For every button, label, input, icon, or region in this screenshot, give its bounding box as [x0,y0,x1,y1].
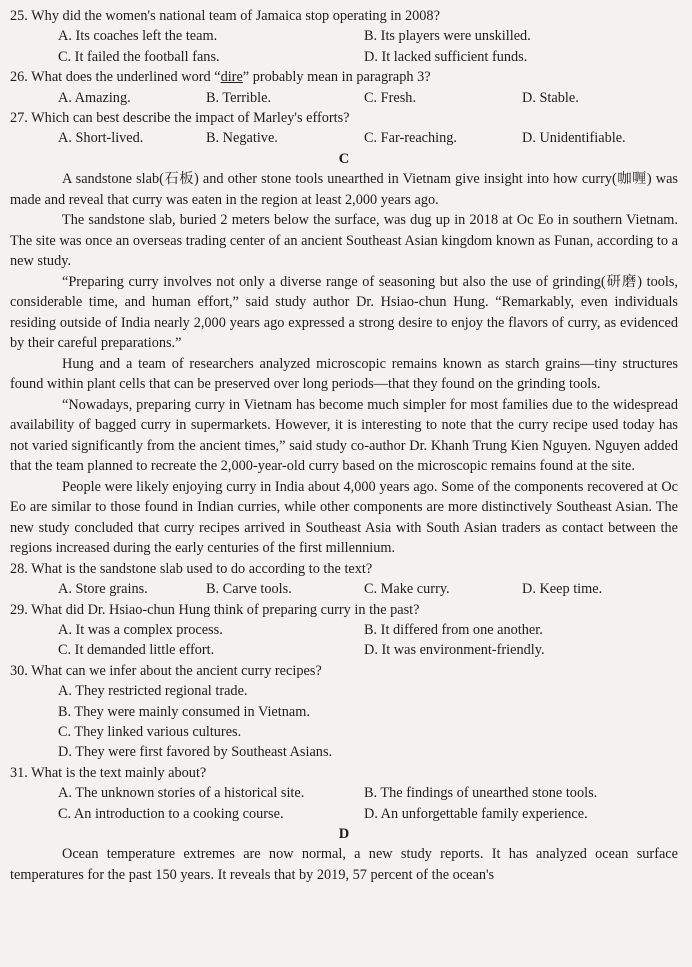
passage-c-paragraph-1: A sandstone slab(石板) and other stone tools unearthed in Vietnam give insight into how curry(咖喱) was made and reveal that curry was eaten in the region at least 2,000 years ago. [10,171,678,208]
question-27-options [10,128,678,148]
option-26d[interactable]: D. Stable. [522,89,579,106]
section-c-heading: C [338,150,350,167]
option-29d[interactable]: D. It was environment-friendly. [364,642,545,659]
option-29b[interactable]: B. It differed from one another. [364,621,543,638]
option-28a[interactable]: A. Store grains. [58,581,148,598]
option-27a[interactable]: A. Short-lived. [58,130,144,147]
option-28b[interactable]: B. Carve tools. [206,581,292,598]
question-30-stem: 30. What can we infer about the ancient curry recipes? [10,662,322,679]
option-27c[interactable]: C. Far-reaching. [364,130,458,147]
question-29-stem: 29. What did Dr. Hsiao-chun Hung think of preparing curry in the past? [10,601,420,618]
option-27b[interactable]: B. Negative. [206,130,278,147]
underlined-word: dire [220,69,243,86]
question-26-stem-post: ” probably mean in paragraph 3? [242,69,431,86]
option-30d[interactable]: D. They were first favored by Southeast Asians. [58,744,333,761]
option-29a[interactable]: A. It was a complex process. [58,621,223,638]
option-31b[interactable]: B. The findings of unearthed stone tools. [364,785,598,802]
passage-c-paragraph-6: People were likely enjoying curry in India about 4,000 years ago. Some of the components recovered at Oc Eo are similar to those found in Indian curries, while other components are more distinctively Southeast Asian. The new study concluded that curry recipes arrived in Southeast Asia with South Asian traders as contact between the regions increased during the early centuries of the first millennium. [10,478,678,557]
passage-c-paragraph-5: “Nowadays, preparing curry in Vietnam has become much simpler for most families due to the widespread availability of bagged curry in supermarkets. However, it is interesting to note that the curry recipe used today has not varied significantly from the ancient times,” said study co-author Dr. Khanh Trung Kien Nguyen. Nguyen added that the team planned to recreate the 2,000-year-old curry based on the microscopic remains found at the site. [10,396,678,475]
option-31c[interactable]: C. An introduction to a cooking course. [58,805,284,822]
option-28d[interactable]: D. Keep time. [522,581,603,598]
option-30c[interactable]: C. They linked various cultures. [58,724,242,740]
question-27-stem: 27. Which can best describe the impact of Marley's efforts? [10,110,350,127]
question-26-options [10,88,678,108]
question-25-options-row2 [10,47,678,67]
option-26a[interactable]: A. Amazing. [58,89,131,106]
question-28-stem: 28. What is the sandstone slab used to do according to the text? [10,560,373,577]
passage-d-paragraph-1: Ocean temperature extremes are now normal, a new study reports. It has analyzed ocean surface temperatures for the past 150 years. It reveals that by 2019, 57 percent of the ocean's [10,846,678,883]
question-29-options-row2 [10,640,678,660]
question-31-options-row1 [10,783,678,803]
passage-c-paragraph-4: Hung and a team of researchers analyzed microscopic remains known as starch grains—tiny structures found within plant cells that can be preserved over long periods—that they found on the grinding tools. [10,355,678,393]
option-31a[interactable]: A. The unknown stories of a historical site. [58,785,305,802]
passage-c-paragraph-3: “Preparing curry involves not only a diverse range of seasoning but also the use of grinding(研磨) tools, considerable time, and human effort,” said study author Dr. Hsiao-chun Hung. “Remarkably, even individuals residing outside of India nearly 2,000 years ago expressed a strong desire to enjoy the flavors of curry, as evidenced by their careful preparations.” [10,273,678,352]
option-28c[interactable]: C. Make curry. [364,581,450,598]
passage-c-paragraph-2: The sandstone slab, buried 2 meters below the surface, was dug up in 2018 at Oc Eo in southern Vietnam. The site was once an overseas trading center of an ancient Southeast Asian kingdom known as Funan, according to a new study. [10,212,678,270]
option-29c[interactable]: C. It demanded little effort. [58,642,215,659]
question-28-options [10,579,678,599]
question-26-stem [10,67,678,87]
question-29-options-row1 [10,620,678,640]
question-31-stem: 31. What is the text mainly about? [10,764,207,781]
option-31d[interactable]: D. An unforgettable family experience. [364,805,588,822]
option-25c[interactable]: C. It failed the football fans. [58,48,220,65]
option-30b[interactable]: B. They were mainly consumed in Vietnam. [58,703,310,720]
question-25-stem: 25. Why did the women's national team of Jamaica stop operating in 2008? [10,8,440,24]
question-26-stem-pre: 26. What does the underlined word “ [10,69,221,86]
option-25b[interactable]: B. Its players were unskilled. [364,28,531,45]
section-d-heading: D [338,826,350,843]
question-25-options-row1 [10,26,678,46]
option-25d[interactable]: D. It lacked sufficient funds. [364,48,528,65]
option-26b[interactable]: B. Terrible. [206,89,272,106]
option-30a[interactable]: A. They restricted regional trade. [58,683,248,700]
question-31-options-row2 [10,804,678,824]
option-27d[interactable]: D. Unidentifiable. [522,130,626,147]
option-25a[interactable]: A. Its coaches left the team. [58,28,218,45]
option-26c[interactable]: C. Fresh. [364,89,417,106]
